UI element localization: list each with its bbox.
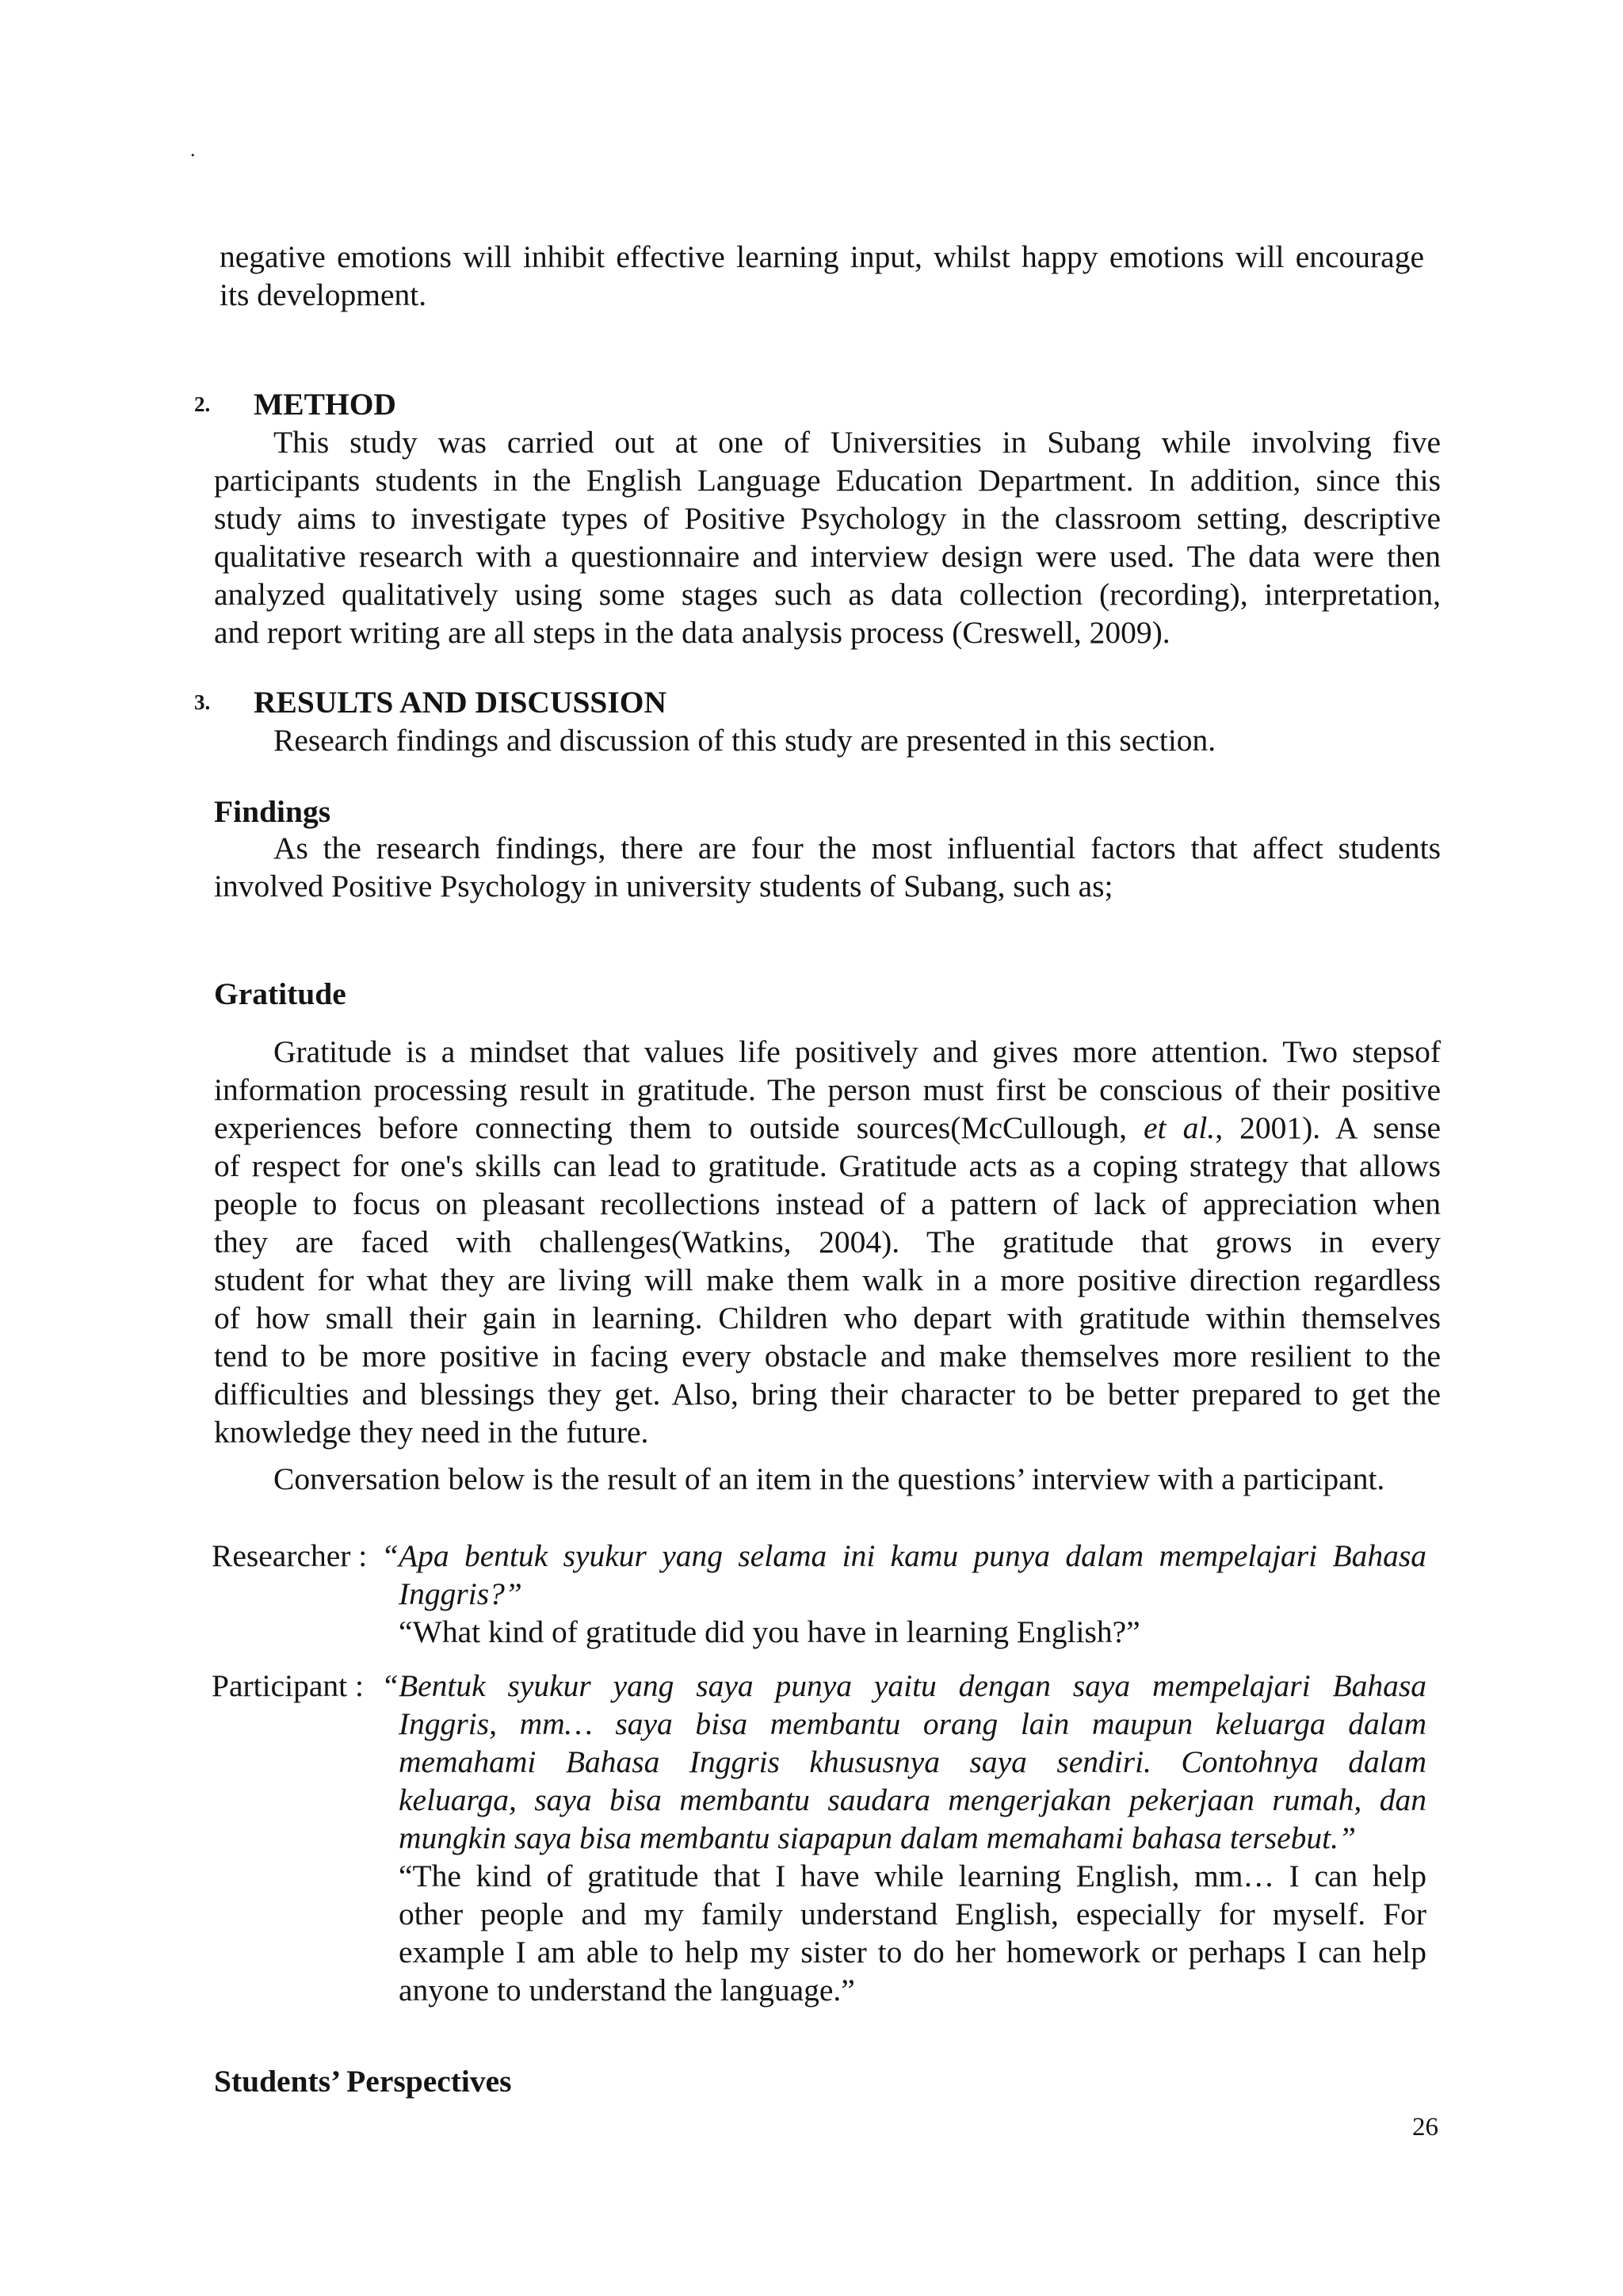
quote-line: keluarga, saya bisa membantu saudara mengerjakan pekerjaan rumah, dan [399,1782,1426,1817]
text-line: qualitative research with a questionnaire and interview design were used. The data were then [214,539,1441,574]
students-perspectives-heading: Students’ Perspectives [214,2064,512,2099]
findings-paragraph [214,829,1441,905]
text-line: information processing result in gratitude. The person must first be conscious of their positive [214,1072,1441,1107]
text-line: involved Positive Psychology in university students of Subang, such as; [214,869,1113,904]
text-line: negative emotions will inhibit effective learning input, whilst happy emotions will encourage [220,239,1424,274]
quote-line: Inggris, mm… saya bisa membantu orang lain maupun keluarga dalam [399,1706,1426,1741]
page-marker: . [190,138,196,161]
quote-line: Inggris?” [399,1576,522,1611]
text-line: and report writing are all steps in the data analysis process (Creswell, 2009). [214,615,1170,650]
method-section-number: 2. [194,392,211,416]
gratitude-heading: Gratitude [214,976,346,1011]
participant-label: Participant : [212,1668,364,1703]
text-line: Conversation below is the result of an item in the questions’ interview with a participant. [273,1461,1385,1496]
researcher-label: Researcher : [212,1538,368,1573]
text-fragment: , 2001). A sense [1215,1110,1441,1145]
text-line: of respect for one's skills can lead to gratitude. Gratitude acts as a coping strategy that allows [214,1148,1441,1183]
translation-line: other people and my family understand English, especially for myself. For [399,1897,1426,1931]
results-section-number: 3. [194,690,211,714]
results-heading: RESULTS AND DISCUSSION [254,685,667,720]
quote-line: “Apa bentuk syukur yang selama ini kamu punya dalam mempelajari Bahasa [381,1538,1426,1573]
translation-line: anyone to understand the language.” [399,1973,855,2008]
researcher-quote [381,1537,1426,1651]
page-number: 26 [1412,2113,1438,2141]
text-line: Gratitude is a mindset that values life positively and gives more attention. Two stepsof [273,1034,1441,1069]
results-paragraph [273,721,1438,759]
text-line: This study was carried out at one of Universities in Subang while involving five [273,425,1441,460]
translation-line: “What kind of gratitude did you have in learning English?” [399,1614,1140,1649]
text-line: As the research findings, there are four the most influential factors that affect students [273,831,1441,865]
text-line: of how small their gain in learning. Children who depart with gratitude within themselves [214,1301,1441,1335]
text-line: people to focus on pleasant recollections instead of a pattern of lack of appreciation when [214,1186,1441,1221]
findings-heading: Findings [214,794,331,829]
text-line: difficulties and blessings they get. Also, bring their character to be better prepared to get the [214,1377,1441,1412]
conversation-intro [273,1460,1462,1498]
text-line: tend to be more positive in facing every obstacle and make themselves more resilient to the [214,1339,1441,1373]
text-line: participants students in the English Language Education Department. In addition, since this [214,463,1441,498]
quote-line: mungkin saya bisa membantu siapapun dalam memahami bahasa tersebut.” [399,1820,1356,1855]
gratitude-paragraph [214,1033,1441,1451]
text-fragment: experiences before connecting them to outside sources(McCullough, [214,1110,1144,1145]
quote-line: “Bentuk syukur yang saya punya yaitu dengan saya mempelajari Bahasa [381,1668,1426,1703]
text-line: knowledge they need in the future. [214,1415,649,1450]
quote-line: memahami Bahasa Inggris khususnya saya sendiri. Contohnya dalam [399,1744,1426,1779]
citation-et-al: et al. [1144,1110,1216,1145]
text-line: study aims to investigate types of Positive Psychology in the classroom setting, descriptive [214,501,1441,536]
participant-quote [381,1667,1426,2009]
intro-paragraph [220,238,1424,314]
method-paragraph [214,423,1441,651]
text-line: they are faced with challenges(Watkins, 2004). The gratitude that grows in every [214,1224,1441,1259]
text-line: student for what they are living will make them walk in a more positive direction regardless [214,1263,1441,1297]
translation-line: “The kind of gratitude that I have while learning English, mm… I can help [399,1859,1426,1893]
method-heading: METHOD [254,387,396,422]
text-line: analyzed qualitatively using some stages such as data collection (recording), interpretation, [214,577,1441,612]
text-line: Research findings and discussion of this study are presented in this section. [273,723,1216,758]
text-line-with-citation [214,1109,1441,1147]
text-line: its development. [220,277,427,312]
translation-line: example I am able to help my sister to do her homework or perhaps I can help [399,1935,1426,1969]
